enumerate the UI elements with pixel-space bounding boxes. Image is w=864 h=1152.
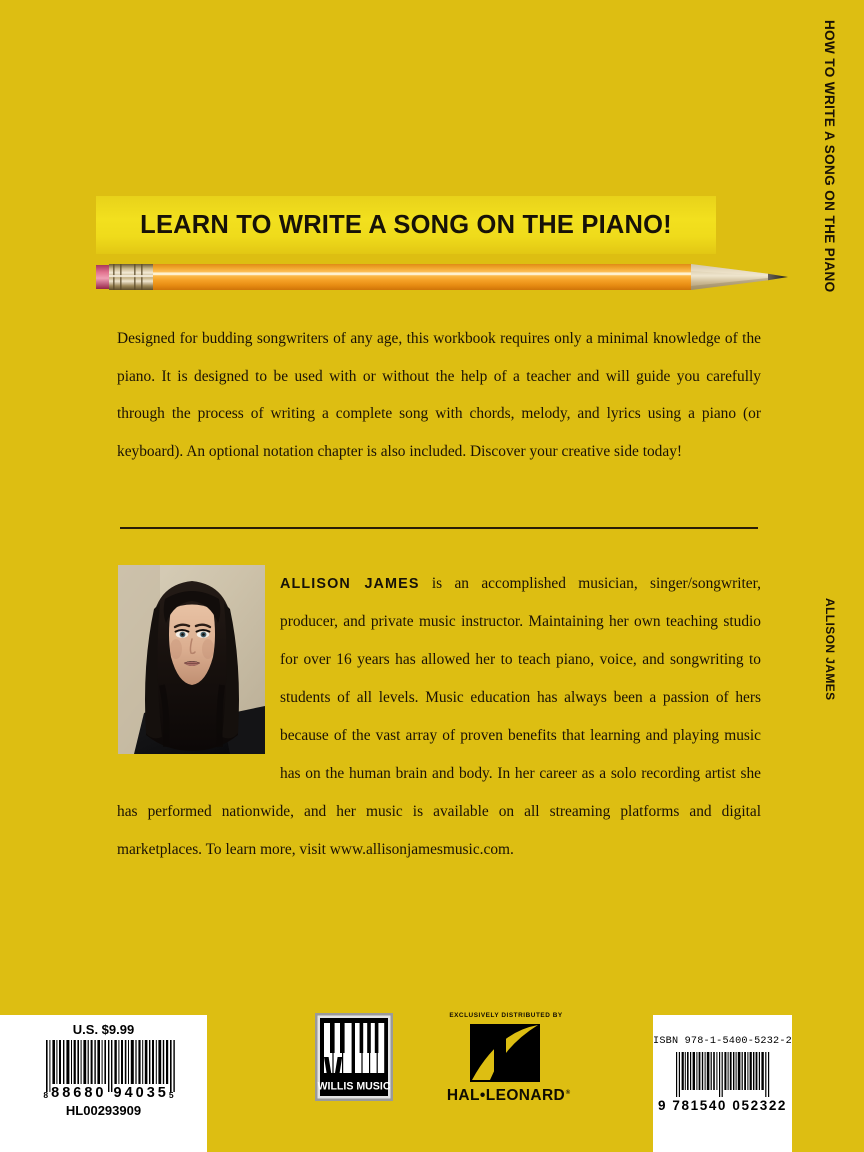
hal-leonard-product-code: HL00293909	[65, 1103, 142, 1118]
exclusively-distributed-label: EXCLUSIVELY DISTRIBUTED BY	[449, 1012, 563, 1019]
willis-music-wordmark: WILLIS MUSIC	[317, 1080, 391, 1093]
description-block	[117, 320, 761, 470]
registered-trademark-icon: ®	[565, 1090, 571, 1096]
author-bio-body: is an accomplished musician, singer/songwriter, producer, and private music instructor. Maintaining her own teaching studio for over 16 years has allowed her to teach piano, voice, and songwriting to students of all levels. Music education has always been a passion of hers because of the vast array of proven benefits that learning and playing music has on the human brain and body. In her career as a solo recording artist she has performed nationwide, and her music is available on all streaming platforms and digital marketplaces. To learn more, visit www.allisonjamesmusic.com.	[117, 575, 761, 858]
bio-photo-spacer	[117, 565, 280, 761]
pencil-illustration	[96, 262, 788, 292]
author-name: ALLISON JAMES	[280, 576, 420, 592]
hal-leonard-wordmark: HAL•LEONARD	[446, 1087, 566, 1104]
isbn-label: ISBN 978-1-5400-5232-2	[653, 1036, 792, 1047]
section-divider	[120, 527, 758, 529]
willis-music-logo	[315, 1013, 393, 1101]
page-title: LEARN TO WRITE A SONG ON THE PIANO!	[140, 210, 672, 239]
description-paragraph: Designed for budding songwriters of any age, this workbook requires only a minimal knowledge of the piano. It is designed to be used with or without the help of a teacher and will guide you carefully through the process of writing a complete song with chords, melody, and lyrics using a piano (or keyboard). An optional notation chapter is also included. Discover your creative side today!	[117, 330, 761, 460]
upc-main-digits: 88680 94035	[51, 1085, 169, 1101]
price-label: U.S. $9.99	[72, 1022, 135, 1037]
upc-check-digit: 5	[168, 1090, 174, 1100]
author-bio-block	[117, 565, 761, 885]
book-spine	[794, 0, 864, 1152]
hal-leonard-logo	[437, 1010, 575, 1106]
upc-digits	[30, 1085, 190, 1101]
ean-digits: 9 781540 052322	[657, 1098, 788, 1113]
ean-barcode	[675, 1052, 771, 1097]
spine-title: HOW TO WRITE A SONG ON THE PIANO	[822, 20, 837, 293]
spine-author: ALLISON JAMES	[823, 598, 837, 701]
upc-lead-digit: 8	[43, 1090, 49, 1100]
